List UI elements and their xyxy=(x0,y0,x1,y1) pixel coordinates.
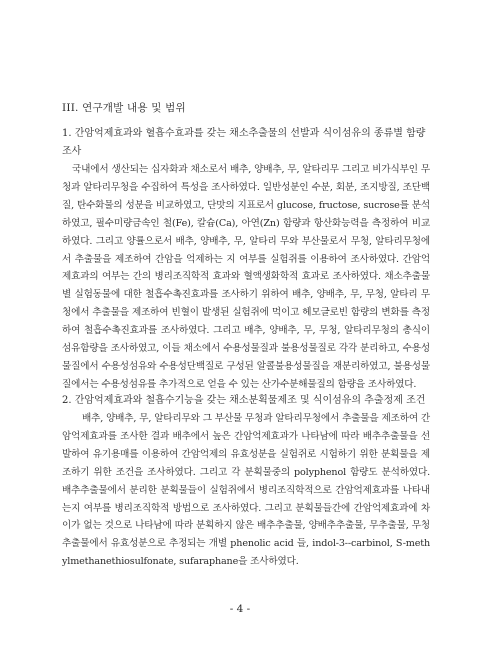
subsection-1-title: 1. 간암억제효과와 혈흡수효과를 갖는 채소추출물의 선발과 식이섬유의 종류별 함량조사 xyxy=(62,128,426,157)
subsection-2-title: 2. 간암억제효과와 철흡수기능을 갖는 채소분획물제조 및 식이섬유의 추출정제 조건 xyxy=(62,395,426,406)
page-number: - 4 - xyxy=(229,603,251,615)
subsection-2-body: 배추, 양배추, 무, 알타리무와 그 부산물 무청과 알타리무청에서 추출물을 제조하여 간암억제효과를 조사한 결과 배추에서 높은 간암억제효과가 나타남에 따라 배추추출물을 선발하여 유기용매를 이용하여 간암억제의 유효성분을 실험쥐로 시험하기 위한 분획물을 제조하기 위한 조건을 조사하였다. 그리고 각 분획물중의 polyphenol 함량도 분석하였다. 배추추출물에서 분리한 분획물들이 실험쥐에서 병리조직학적으로 간암억제효과를 나타내는지 여부를 병리조직학적 방법으로 조사하였다. 그리고 분획물들간에 간암억제효과에 차이가 없는 것으로 나타남에 따라 분획하지 않은 배추추출물, 양배추추출물, 무추출물, 무청추출물에서 유효성분으로 추정되는 개별 phenolic acid 들, indol-3--carbinol, S-methylmethanethiosulfonate, sufaraphane을 조사하였다. xyxy=(62,413,430,568)
subsection-1-body: 국내에서 생산되는 십자화과 채소로서 배추, 양배추, 무, 알타리무 그리고 비가식부인 무청과 알타리무청을 수집하여 특성을 조사하였다. 일반성분인 수분, 회분, 조지방질, 조단백질, 탄수화물의 성분을 비교하였고, 단맛의 지표로서 glucose, fructose, sucrose를 분석하였고, 필수미량금속인 철(Fe), 칼슘(Ca), 아연(Zn) 함량과 항산화능력을 측정하여 비교하였다. 그리고 양률으로서 배추, 양배추, 무, 알타리 무와 부산물로서 무청, 알타리무청에서 추출물을 제조하여 간암을 억제하는 지 여부를 실험쥐를 이용하여 조사하였다. 간암억제효과의 여부는 간의 병리조직학적 효과와 혈액생화학적 효과로 조사하였다. 채소추출물별 실험동물에 대한 철흡수촉진효과를 조사하기 위하여 배추, 양배추, 무, 무청, 알타리 무청에서 추출물을 제조하여 빈혈이 발생된 실험쥐에 먹이고 헤모글로빈 함량의 변화를 측정하여 철흡수촉진효과를 조사하였다. 그리고 배추, 양배추, 무, 무청, 알타리무청의 총식이섬유함량을 조사하였고, 이들 채소에서 수용성물질과 불용성물질로 각각 분리하고, 수용성물질에서 수용성섬유와 수용성단백질로 구성된 알콜불용성물질을 재분리하였고, 불용성물질에서는 수용성섬유를 추가적으로 얻을 수 있는 산가수분해물질의 함량을 조사하였다. xyxy=(62,164,430,390)
section-heading: III. 연구개발 내용 및 범위 xyxy=(62,102,186,114)
